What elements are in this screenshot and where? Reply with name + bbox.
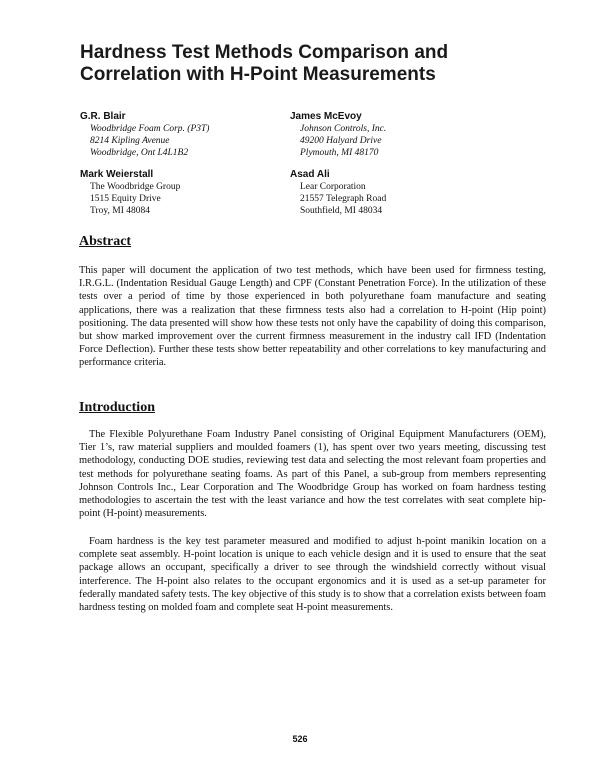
introduction-paragraph: Foam hardness is the key test parameter measured and modified to adjust h-point manikin location on a complete seat assembly. H-point location is unique to each vehicle design and it is used to ensure that the seat package allows an occupant, specifically a driver to see through the windshield correctly without visual interference. The H-point also relates to the occupant ergonomics and it is used as a set-up parameter for federally mandated safety tests. The key objective of this study is to show that a correlation exists between foam hardness testing on molded foam and complete seat H-point measurements. [79, 536, 546, 614]
author-block [80, 168, 180, 217]
author-affiliation-line: Lear Corporation [300, 182, 366, 192]
abstract-text: This paper will document the application of two test methods, which have been used for firmness testing, I.R.G.L. (Indentation Residual Gauge Length) and CPF (Constant Penetration Force). In the utilization of these tests over a period of time by those experienced in both polyurethane foam manufacture and seating applications, there was a realization that these firmness tests also had a correlation to H-point (Hip point) positioning. The data presented will show how these tests not only have the capability of doing this comparison, but show marked improvement over the current firmness measurement in the industry call IFD (Indentation Force Deflection). Further these tests show better repeatability and other correlations to key manufacturing and performance criteria. [79, 265, 546, 369]
author-affiliation-line: Plymouth, MI 48170 [300, 148, 379, 158]
introduction-paragraph: The Flexible Polyurethane Foam Industry Panel consisting of Original Equipment Manufacturers (OEM), Tier 1’s, raw material suppliers and moulded foamers (1), has spent over two years meeting, discussing test methodology, conducting DOE studies, reviewing test data and selecting the most relevant foam properties and test methods for polyurethane seating foams. As part of this Panel, a sub-group from members representing Johnson Controls Inc., Lear Corporation and The Woodbridge Group has worked on foam hardness testing methodologies to ascertain the test with the least variance and how the test correlates with seat complete hip-point (H-point) measurements. [79, 429, 546, 520]
page-number: 526 [292, 734, 308, 744]
author-affiliation-line: 8214 Kipling Avenue [90, 136, 170, 146]
author-block [290, 110, 386, 159]
author-name: G.R. Blair [80, 111, 126, 122]
author-name: Mark Weierstall [80, 169, 154, 180]
author-affiliation-line: Troy, MI 48084 [90, 206, 151, 216]
author-name: James McEvoy [290, 111, 362, 122]
introduction-heading: Introduction [79, 400, 155, 415]
author-affiliation-line: Woodbridge Foam Corp. (P3T) [90, 124, 210, 134]
author-affiliation-line: Johnson Controls, Inc. [300, 124, 387, 134]
author-name: Asad Ali [290, 169, 330, 180]
paper-title: Hardness Test Methods Comparison and Correlation with H-Point Measurements [80, 42, 449, 85]
author-affiliation-line: The Woodbridge Group [90, 182, 181, 192]
author-affiliation-line: Woodbridge, Ont L4L1B2 [90, 148, 189, 158]
author-affiliation-line: 21557 Telegraph Road [300, 194, 387, 204]
author-affiliation-line: Southfield, MI 48034 [300, 206, 383, 216]
author-affiliation-line: 1515 Equity Drive [90, 194, 161, 204]
author-block [80, 110, 209, 159]
author-block [290, 168, 386, 217]
author-affiliation-line: 49200 Halyard Drive [300, 136, 382, 146]
abstract-heading: Abstract [79, 234, 132, 249]
